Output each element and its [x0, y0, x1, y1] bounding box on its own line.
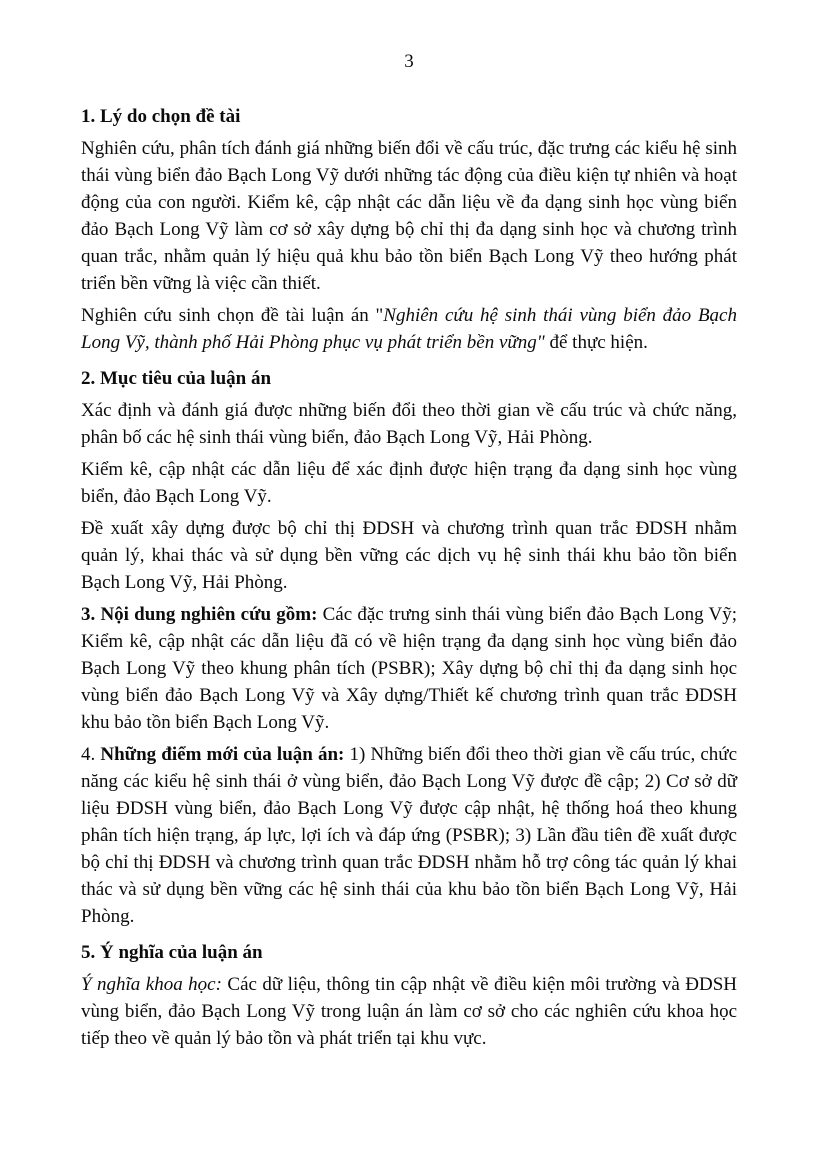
section-heading-1: 1. Lý do chọn đề tài — [81, 106, 241, 127]
paragraph-text: Nghiên cứu, phân tích đánh giá những biến đổi về cấu trúc, đặc trưng các kiểu hệ sinh thái vùng biển đảo Bạch Long Vỹ dưới những tác động của điều kiện tự nhiên và hoạt động của con người. Kiểm kê, cập nhật các dẫn liệu về đa dạng sinh học vùng biển đảo Bạch Long Vỹ làm cơ sở xây dựng bộ chỉ thị đa dạng sinh học và chương trình quan trắc, nhằm quản lý hiệu quả khu bảo tồn biển Bạch Long Vỹ theo hướng phát triển bền vững là việc cần thiết. — [81, 138, 737, 294]
paragraph-research-content — [81, 601, 737, 736]
paragraph-reason-2 — [81, 302, 737, 356]
paragraph-text: 4. — [81, 744, 101, 765]
paragraph-text: Các đặc trưng sinh thái vùng biển đảo Bạch Long Vỹ; Kiểm kê, cập nhật các dẫn liệu đã có về hiện trạng đa dạng sinh học vùng biển đảo Bạch Long Vỹ theo khung phân tích (PSBR); Xây dựng bộ chỉ thị đa dạng sinh học vùng biển đảo Bạch Long Vỹ và Xây dựng/Thiết kế chương trình quan trắc ĐDSH khu bảo tồn biển Bạch Long Vỹ. — [81, 604, 737, 733]
section-heading-2: 2. Mục tiêu của luận án — [81, 368, 272, 389]
run-in-heading-4: Những điểm mới của luận án: — [100, 744, 345, 765]
thesis-title-italic: Nghiên cứu hệ sinh thái vùng biển đảo Bạch Long Vỹ, thành phố Hải Phòng phục vụ phát triển bền vững" — [81, 305, 737, 353]
paragraph-text: 1) Những biến đổi theo thời gian về cấu trúc, chức năng các kiểu hệ sinh thái ở vùng biển, đảo Bạch Long Vỹ được đề cập; 2) Cơ sở dữ liệu ĐDSH vùng biển, đảo Bạch Long Vỹ được cập nhật, hệ thống hoá theo khung phân tích hiện trạng, áp lực, lợi ích và đáp ứng (PSBR); 3) Lần đầu tiên đề xuất được bộ chỉ thị ĐDSH và chương trình quan trắc ĐDSH nhằm hỗ trợ công tác quản lý khai thác và sử dụng bền vững các hệ sinh thái của khu bảo tồn biển Bạch Long Vỹ, Hải Phòng. — [81, 744, 737, 927]
run-in-heading-3: 3. Nội dung nghiên cứu gồm: — [81, 604, 318, 625]
paragraph-objective-1 — [81, 397, 737, 451]
paragraph-text: Nghiên cứu sinh chọn đề tài luận án " — [81, 305, 384, 326]
paragraph-text: Xác định và đánh giá được những biến đổi theo thời gian về cấu trúc và chức năng, phân bố các hệ sinh thái vùng biển, đảo Bạch Long Vỹ, Hải Phòng. — [81, 400, 737, 448]
paragraph-new-points — [81, 741, 737, 930]
paragraph-text: Kiểm kê, cập nhật các dẫn liệu để xác định được hiện trạng đa dạng sinh học vùng biển, đảo Bạch Long Vỹ. — [81, 459, 737, 507]
paragraph-reason-1 — [81, 135, 737, 297]
page-number: 3 — [404, 51, 414, 72]
paragraph-objective-3 — [81, 515, 737, 596]
paragraph-text: Đề xuất xây dựng được bộ chỉ thị ĐDSH và chương trình quan trắc ĐDSH nhằm quản lý, khai thác và sử dụng bền vững các dịch vụ hệ sinh thái khu bảo tồn biển Bạch Long Vỹ, Hải Phòng. — [81, 518, 737, 593]
paragraph-text: để thực hiện. — [544, 332, 648, 353]
paragraph-significance — [81, 971, 737, 1052]
section-heading-5: 5. Ý nghĩa của luận án — [81, 942, 263, 963]
run-in-heading-5-italic: Ý nghĩa khoa học: — [81, 974, 222, 995]
paragraph-objective-2 — [81, 456, 737, 510]
paragraph-text: Các dữ liệu, thông tin cập nhật về điều kiện môi trường và ĐDSH vùng biển, đảo Bạch Long Vỹ trong luận án làm cơ sở cho các nghiên cứu khoa học tiếp theo về quản lý bảo tồn và phát triển tại khu vực. — [81, 974, 737, 1049]
